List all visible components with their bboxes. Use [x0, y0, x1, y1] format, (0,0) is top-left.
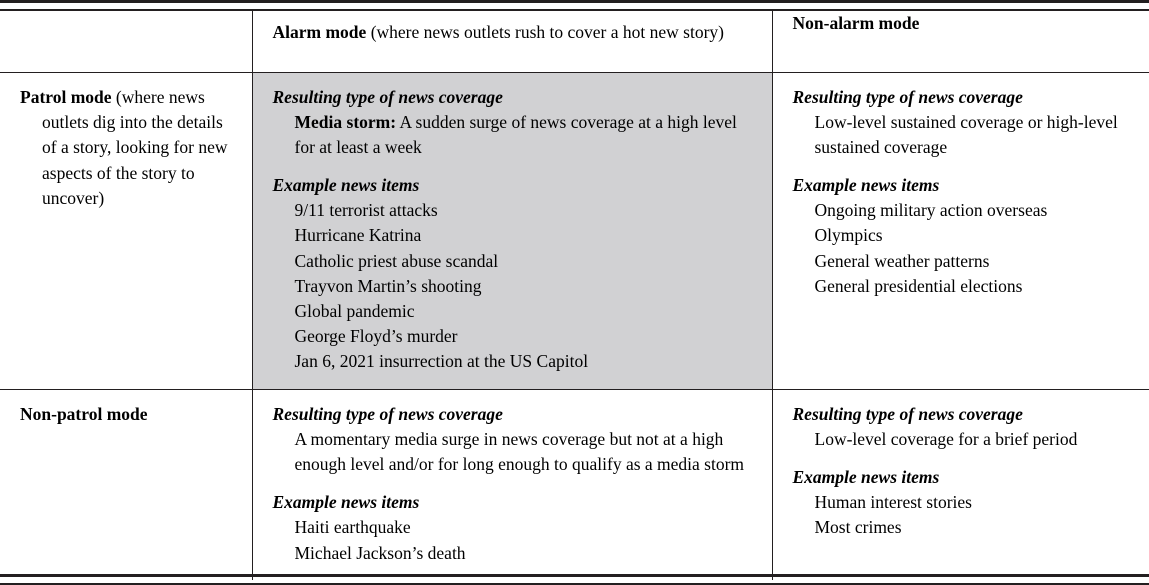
- cell-patrol-nonalarm-coverage-heading: Resulting type of news coverage: [792, 86, 1023, 107]
- cell-nonpatrol-alarm-coverage-text: A momentary media surge in news coverage but not at a high enough level and/or for long enough to qualify as a media storm: [294, 428, 745, 474]
- cell-patrol-nonalarm-example-list: [793, 198, 1132, 299]
- cell-patrol-alarm-coverage-heading: Resulting type of news coverage: [272, 86, 503, 107]
- list-item: Most crimes: [814, 517, 902, 538]
- header-corner-label: [0, 11, 252, 20]
- cell-nonpatrol-alarm-examples-heading: Example news items: [272, 492, 420, 513]
- row-label-patrol-mode-text: [20, 85, 234, 212]
- list-item: George Floyd’s murder: [294, 326, 458, 347]
- header-alarm-mode-cell: [252, 11, 772, 72]
- nonpatrol-mode-row: [0, 389, 1149, 580]
- header-alarm-mode-text: [253, 11, 772, 45]
- cell-nonpatrol-nonalarm-examples-heading: Example news items: [792, 466, 940, 487]
- cell-patrol-nonalarm: [772, 72, 1149, 389]
- table-header-row: [0, 11, 1149, 72]
- list-item: Human interest stories: [814, 492, 972, 513]
- cell-patrol-alarm-coverage-lead: Media storm:: [294, 111, 397, 132]
- row-label-nonpatrol-mode-text: Non-patrol mode: [20, 403, 148, 424]
- list-item: General weather patterns: [814, 250, 990, 271]
- header-nonalarm-mode-term: Non-alarm mode: [792, 13, 920, 33]
- cell-patrol-nonalarm-examples-heading: Example news items: [792, 175, 940, 196]
- header-nonalarm-mode-text: [773, 11, 1149, 45]
- cell-patrol-alarm: [252, 72, 772, 389]
- cell-nonpatrol-nonalarm-coverage-text: Low-level coverage for a brief period: [814, 428, 1078, 449]
- cell-patrol-nonalarm-coverage-text: Low-level sustained coverage or high-level sustained coverage: [814, 111, 1118, 157]
- header-alarm-mode-gloss: (where news outlets rush to cover a hot new story): [366, 22, 724, 42]
- list-item: Jan 6, 2021 insurrection at the US Capitol: [294, 351, 589, 372]
- cell-nonpatrol-nonalarm-example-list: [793, 490, 1132, 540]
- cell-patrol-alarm-coverage-body: A sudden surge of news coverage at a high level for at least a week: [294, 111, 737, 157]
- list-item: Trayvon Martin’s shooting: [294, 275, 482, 296]
- header-nonalarm-mode-cell: [772, 11, 1149, 72]
- header-corner-cell: [0, 11, 252, 72]
- list-item: Catholic priest abuse scandal: [294, 250, 499, 271]
- list-item: Olympics: [814, 225, 883, 246]
- cell-nonpatrol-nonalarm-coverage-heading: Resulting type of news coverage: [792, 403, 1023, 424]
- cell-nonpatrol-alarm: [252, 389, 772, 580]
- patrol-mode-row: [0, 72, 1149, 389]
- row-label-patrol-mode-gloss: (where news outlets dig into the details of a story, looking for new aspects of the story to uncover): [42, 86, 228, 208]
- list-item: Hurricane Katrina: [294, 225, 422, 246]
- cell-nonpatrol-alarm-example-list: [273, 515, 754, 565]
- cell-nonpatrol-alarm-coverage-heading: Resulting type of news coverage: [272, 403, 503, 424]
- mode-matrix-table: [0, 11, 1149, 580]
- table-bottom-double-rule: [0, 574, 1149, 585]
- cell-nonpatrol-nonalarm: [772, 389, 1149, 580]
- table-top-double-rule: [0, 0, 1149, 11]
- cell-patrol-alarm-example-list: [273, 198, 754, 374]
- header-alarm-mode-term: Alarm mode: [272, 22, 367, 42]
- row-label-patrol-mode-cell: [0, 72, 252, 389]
- list-item: Haiti earthquake: [294, 517, 411, 538]
- row-label-patrol-mode-term: Patrol mode: [20, 86, 112, 107]
- row-label-nonpatrol-mode-cell: [0, 389, 252, 580]
- list-item: Ongoing military action overseas: [814, 200, 1048, 221]
- list-item: 9/11 terrorist attacks: [294, 200, 438, 221]
- list-item: Michael Jackson’s death: [294, 542, 466, 563]
- cell-patrol-alarm-coverage-text: [273, 110, 754, 160]
- list-item: Global pandemic: [294, 301, 415, 321]
- list-item: General presidential elections: [814, 275, 1023, 296]
- cell-patrol-alarm-examples-heading: Example news items: [272, 175, 420, 196]
